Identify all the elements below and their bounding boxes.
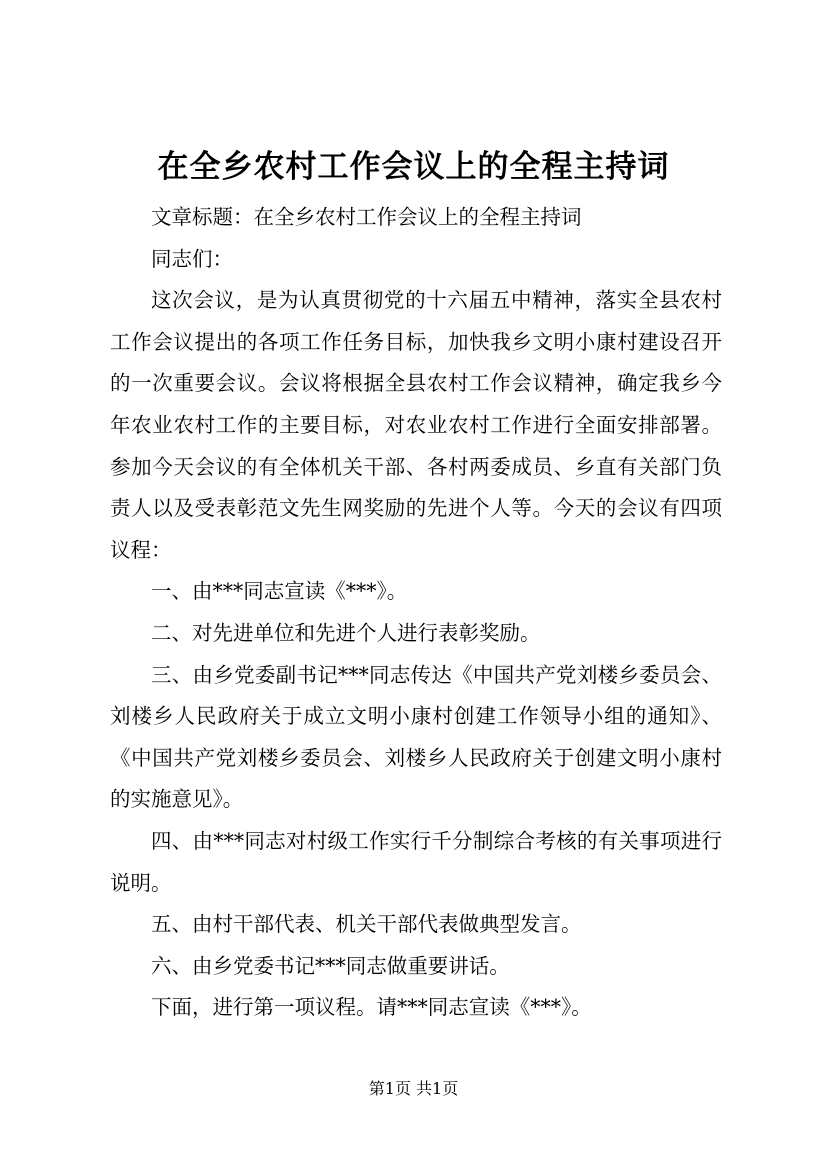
article-title-line: 文章标题：在全乡农村工作会议上的全程主持词 [151, 205, 582, 229]
agenda-item-3: 三、由乡党委副书记***同志传达《中国共产党刘楼乡委员会、刘楼乡人民政府关于成立文明小康村创建工作领导小组的通知》、《中国共产党刘楼乡委员会、刘楼乡人民政府关于创建文明小康村的实施意见》。 [110, 662, 722, 812]
page-footer: 第1页 共1页 [368, 1079, 459, 1098]
agenda-item-4: 四、由***同志对村级工作实行千分制综合考核的有关事项进行说明。 [110, 828, 722, 895]
closing-paragraph: 下面，进行第一项议程。请***同志宣读《***》。 [151, 995, 592, 1020]
agenda-item-5: 五、由村干部代表、机关干部代表做典型发言。 [151, 912, 582, 937]
agenda-item-6: 六、由乡党委书记***同志做重要讲话。 [151, 953, 510, 978]
document-title: 在全乡农村工作会议上的全程主持词 [157, 149, 670, 185]
intro-paragraph: 这次会议，是为认真贯彻党的十六届五中精神，落实全县农村工作会议提出的各项工作任务目标，加快我乡文明小康村建设召开的一次重要会议。会议将根据全县农村工作会议精神，确定我乡今年农业农村工作的主要目标，对农业农村工作进行全面安排部署。参加今天会议的有全体机关干部、各村两委成员、乡直有关部门负责人以及受表彰范文先生网奖励的先进个人等。今天的会议有四项议程： [110, 288, 722, 562]
document-body [110, 197, 722, 1029]
agenda-item-2: 二、对先进单位和先进个人进行表彰奖励。 [151, 620, 541, 645]
salutation: 同志们： [151, 246, 233, 271]
agenda-item-1: 一、由***同志宣读《***》。 [151, 579, 408, 604]
